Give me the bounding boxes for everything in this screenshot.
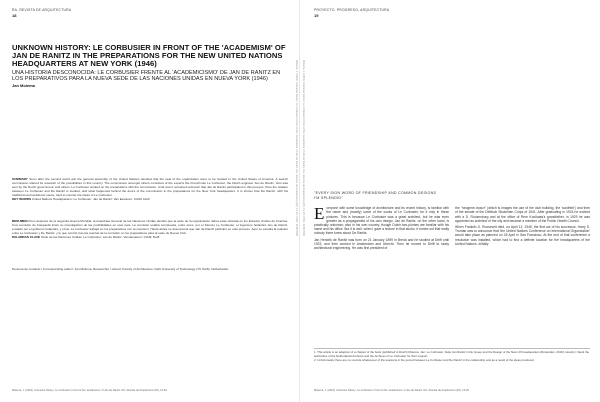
body-columns	[314, 206, 590, 252]
footnote-2: 2. Unfortunately there are no records whatsoever of the sessions in the period between Le Corbusier and De Ranitz in the relationship and as a result of the ideas produced.	[314, 358, 535, 363]
resumen-text: Poco después de la segunda Guerra Mundial, la Asamblea General de las Naciones Unidas decidió que la sede de la organización debía estar ubicada en los Estados Unidos de América. Una comisión de búsqueda inició su investigación de las posibilidades en este país. La comisión estaba compuesta, entre otros, por el francés Le Corbusier, el ingeniero holandés Jan de Ranitz, enviado por el gobierno holandés, y otros. Le Corbusier trabajó en los preparativos con la comisión. Hasta ahora se desconocía que Jan de Ranitz participó en este proceso. Aquí se estudia la relación entre Le Corbusier y De Ranitz, y lo que ocurrió tras las puertas de la comisión en los preparativos para la sede de Nueva York.	[12, 219, 288, 235]
resumen-block	[12, 220, 288, 240]
left-citation: Molema, J. (2016). Unknown history: Le Corbusier in front of the 'academism' of Jan de Ranitz. RA. Revista de Arquitectura (18), 13-30.	[12, 389, 168, 392]
right-running-head: PROYECTO, PROGRESO, ARQUITECTURA	[314, 8, 390, 12]
epigraph-quote: "EVERY SIGN WORD OF FRIENDSHIP AND COMMON DESIGNS I'M SPLENDID"	[314, 191, 437, 200]
summary-label: SUMMARY	[12, 177, 28, 181]
right-side-note	[300, 60, 306, 290]
resumen-paragraph	[12, 220, 288, 236]
body-paragraph-text: veryone with some knowledge of architecture and its recent history, is familiar with the name and (mostly) some of the works of Le Corbusier, be it only in these pictures. This is because Le Corbusier was a great architect, but he was even greater as a propagandist of his own design. Jan de Ranitz, on the other hand, is practically unknown; also in his own country, though Dutch two-plumes are familiar with his name and his office. But it is well, when I gave a lecture in that studio, it turned out that really nobody there knew about De Ranitz.	[314, 206, 450, 236]
article-title: UNKNOWN HISTORY: LE CORBUSIER IN FRONT OF THE 'ACADEMISM' OF JAN DE RANITZ IN THE PREPARATIONS FOR THE NEW UNITED NATIONS HEADQUARTERS AT NEW YORK (1946)	[12, 43, 286, 69]
article-subtitle: UNA HISTORIA DESCONOCIDA: LE CORBUSIER FRENTE AL 'ACADEMICISMO' DE JAN DE RANITZ EN LOS PREPARATIVOS PARA LA NUEVA SEDE DE LAS NACIONES UNIDAS EN NUEVA YORK (1946)	[12, 69, 281, 82]
right-page	[300, 0, 600, 402]
author-name: Jan Molema	[12, 83, 35, 89]
body-column-1	[314, 206, 449, 252]
body-paragraph: Jan Hendrik de Ranitz was born on 21 January 1899 in Breda and he studied at Delft until 1923, and then worked in Amsterdam and Utrecht. Then he moved to Delft to study architectural engineering. He was first president of	[314, 237, 449, 251]
body-paragraph	[314, 206, 449, 235]
body-column-2	[455, 206, 590, 252]
summary-paragraph	[12, 178, 288, 198]
summary-text: Soon after the second world war the general assembly of the United Nations decided that the seat of the organization were to be located in the United States of America. A search commission started its research of the possibilities in this country. The commission amongst others consisted of the experts the Frenchman Le Corbusier, the Dutch engineer Jan de Ranitz, who was sent by the Dutch government, and others. Le Corbusier worked on the preparations with the commission. Until now it remained unknown that Jan de Ranitz participated in this process. Here the relation between Le Corbusier and De Ranitz is studied, and what happened behind the doors of the commission in the preparations for the New York headquarters. It is shown how De Ranitz, with his traditional and academic views, tried to counter the ideas of Le Corbusier.	[12, 177, 288, 197]
right-citation: Molema, J. (2016). Unknown history: Le Corbusier in front of the 'academism' of Jan de Ranitz. RA. Revista de Arquitectura (18), 13-30.	[314, 389, 470, 392]
keywords-label: KEY WORDS	[12, 197, 32, 202]
body-paragraph: the "neogene-moscr" (which is images the use of the club building, the 'sociëteit') and then of the senate of the Delftsch Studenten Corps of 1941. After graduating in 1924 he worked with a D. Roosenburg and at the office of Rem Koolhaas's grandfather, in 1929 he was appointed as architect of the city and became a member of the Public Health Council.	[455, 206, 590, 223]
left-side-note-text: Molema, J. (2016). Unknown history: Le Corbusier in front of the 'academism' of Jan de Ranitz. RA. Revista de Arquitectura (18), 13-30. ISSN: 1138-5596	[295, 60, 298, 236]
resumen-label: RESUMEN	[12, 219, 28, 223]
right-side-note-text: Molema, J. (2016). Unknown history: Le Corbusier in front of the 'academism' of Jan de Ranitz. RA. Revista de Arquitectura (18), 13-30. ISSN: 1138-5596	[302, 60, 305, 236]
contact-text: Persona de contacto / Corresponding author: Jan Molema. Researcher / retired, Faculty of Architecture, Delft University of Technology (TU Delft), Netherlands.	[12, 267, 229, 271]
left-page-number: 18	[12, 13, 17, 18]
footnote-1: 1. This article is an adaption of a chapter of the book (published in Dutch) Molema, Jan: Le Corbusier, Sulje Jan Ranitz in De Groep and the Design of the New UN headquarters (Rotterdam, 2016). Hereby I thank the authorities of the Netherlands Archives and the Archives of Le Corbusier for their support.	[314, 350, 590, 358]
keywords-text: United Nations Headquarters; Le Corbusier; Jan de Ranitz; Van Eesteren; CIAM; Delft	[31, 197, 150, 202]
drop-cap: E	[314, 204, 325, 224]
left-running-head: RA. REVISTA DE ARQUITECTURA	[12, 8, 72, 12]
palabras-text: Sede de las Naciones Unidas; Le Corbusier; Jan de Ranitz; Van Eesteren; CIAM; Delft	[40, 235, 160, 240]
contact-block	[12, 268, 288, 272]
right-page-number: 19	[314, 13, 319, 18]
footnotes	[314, 348, 590, 364]
body-paragraph: When Franklin D. Roosevelt died, on April 12, 1945, the first act of his successor, Harry S. Truman was to announce that 'the United Nations Conference on International Organization' would take place as planned on 25 April in San Francisco. At the end of that conference a resolution was installed, which had to find a definite location for the headquarters of the United Nations. Initially	[455, 225, 590, 246]
palabras-label: PALABRAS CLAVE	[12, 235, 41, 240]
left-side-note	[293, 60, 299, 290]
palabras-paragraph	[12, 236, 288, 240]
summary-block	[12, 178, 288, 202]
keywords-paragraph	[12, 198, 288, 202]
